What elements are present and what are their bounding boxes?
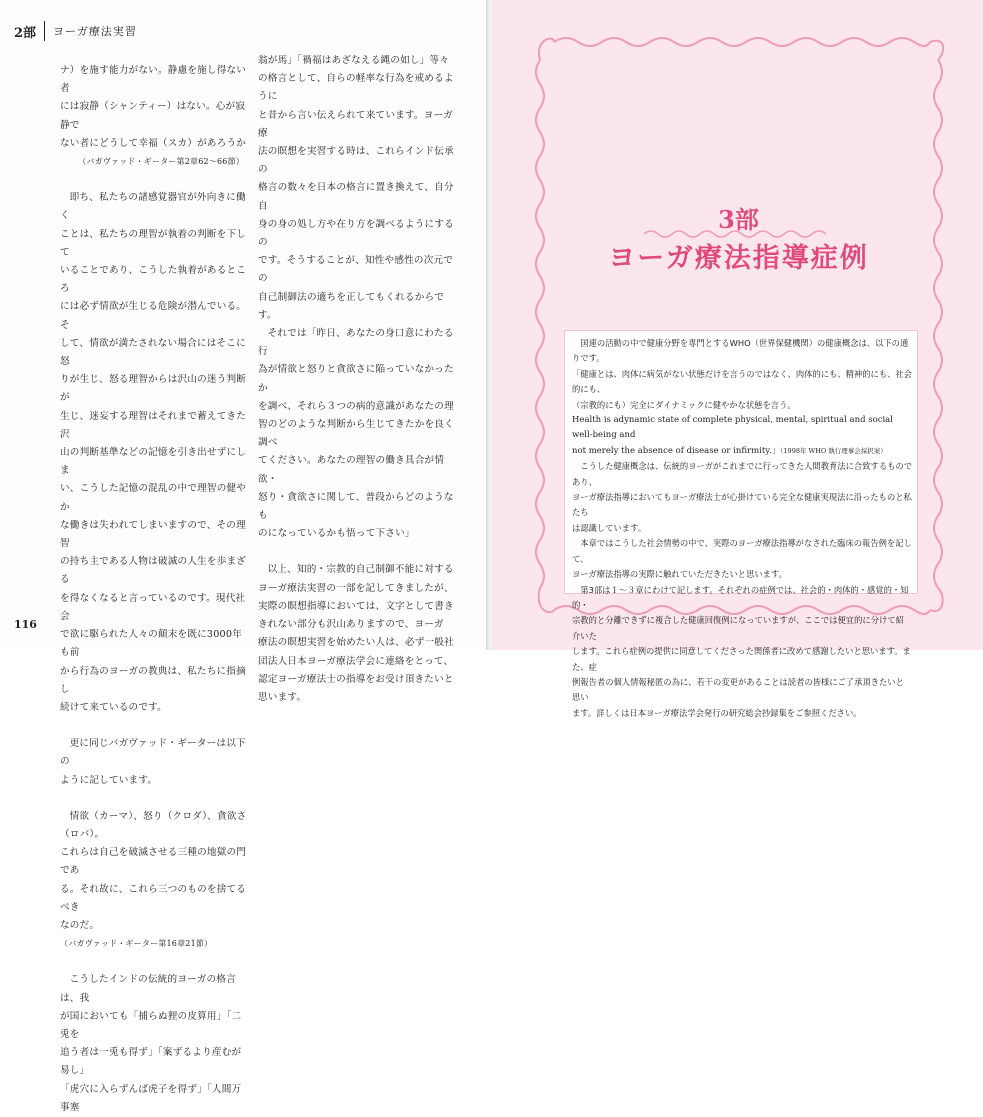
citation: （1998年 WHO 執行理事会採択案） (780, 446, 887, 455)
text-line: ます。詳しくは日本ヨーガ療法学会発行の研究総会抄録集をご参照ください。 (572, 707, 862, 718)
text-line: きれない部分も沢山ありますので、ヨーガ (258, 619, 444, 631)
text-line: りが生じ、怒る理智からは沢山の迷う判断が (60, 374, 247, 404)
text-line: 更に同じバガヴァッド・ギーターは以下の (60, 738, 246, 768)
text-line: 生じ、迷妄する理智はそれまで蓄えてきた沢 (60, 410, 247, 440)
text-line: 実際の瞑想指導においては、文字として書き (258, 600, 454, 612)
text-line: と昔から言い伝えられて来ています。ヨーガ療 (258, 109, 453, 139)
text-line: ナ）を施す能力がない。静慮を施し得ない者 (60, 65, 247, 95)
text-line: 団法人日本ヨーガ療法学会に連絡をとって、 (258, 655, 454, 667)
text-line: 追う者は一兎も得ず」「案ずるより産むが易し」 (60, 1047, 242, 1077)
text-line: 思います。 (258, 691, 307, 703)
text-line: いることであり、こうした執着があるところ (60, 265, 247, 295)
quote-line: なのだ。 （バガヴァッド・ギーター第16章21節） (60, 919, 213, 949)
text-line: 自己制御法の適ちを正してもくれるからです。 (258, 291, 444, 321)
text-line: の持ち主である人物は破滅の人生を歩まざる (60, 556, 247, 586)
text-line: 宗教的と分離できずに複合した健康回復例になっていますが、ここでは便宜的に分けて紹介いた (572, 615, 904, 641)
header-part: 2部 (14, 25, 37, 41)
text-line: それでは「昨日、あなたの身口意にわたる行 (258, 328, 454, 358)
text-line: な働きは失われてしまいますので、その理智 (60, 519, 246, 550)
quote-line: る。それ故に、これら三つのものを捨てるべき (60, 883, 247, 913)
text-line: 即ち、私たちの諸感覚器官が外向きに働く (60, 192, 246, 222)
vine-left (536, 60, 544, 588)
text-line: 法の瞑想を実習する時は、これらインド伝承の (258, 146, 454, 176)
corner-curl-bl (539, 588, 554, 612)
text-line: こうしたインドの伝統的ヨーガの格言は、我 (60, 974, 236, 1004)
text-line: 続けて来ているのです。 (60, 701, 167, 713)
text-line: のになっているかも悟って下さい」 (258, 528, 415, 540)
text-column-1 (60, 62, 250, 1117)
corner-curl-tl (539, 39, 554, 60)
text-line: 国連の活動の中で健康分野を専門とするWHO（世界保健機関）の健康概念は、以下の通りです。 (572, 338, 909, 364)
text-line: 例報告者の個人情報秘匿の為に、若干の変更があることは読者の皆様にご了承頂きたいと思い (572, 676, 904, 703)
page-number: 116 (14, 618, 37, 631)
running-header (14, 20, 137, 42)
text-line: 第3部は１〜３章にわけて記します。それぞれの症例では、社会的・肉体的・感覚的・知的・ (572, 584, 909, 610)
text-line: ように記しています。 (60, 774, 158, 786)
text-line: から行為のヨーガの教典は、私たちに指摘し (60, 665, 246, 695)
text-line: てください。あなたの理智の働き具合が情欲・ (258, 455, 445, 485)
text-line: には寂静（シャンティー）はない。心が寂静で (60, 101, 246, 131)
text-line: 翁が馬」「禍福はあざなえる縄の如し」等々 (258, 55, 450, 66)
text-line: の格言として、自らの軽率な行為を戒めるように (258, 73, 454, 103)
text-line: 療法の瞑想実習を始めたい人は、必ず一般社 (258, 637, 454, 649)
text-line: です。そうすることが、知性や感性の次元での (258, 255, 454, 285)
text-line: ヨーガ療法指導においてもヨーガ療法士が心掛けている完全な健康実現法に沿ったものと私たち (572, 492, 912, 518)
text-line: ヨーガ療法実習の一部を記してきましたが、 (258, 582, 454, 594)
left-page (0, 0, 488, 1113)
quote-line: 情欲（カーマ）、怒り（クロダ）、貪欲さ（ロバ）。 (60, 810, 247, 840)
text-line: ことは、私たちの理智が執着の判断を下して (60, 228, 247, 258)
header-section: ヨーガ療法実習 (53, 25, 137, 38)
text-line: 「健康とは、肉体に病気がない状態だけを言うのではなく、肉体的にも、精神的にも、社会的にも、 (572, 368, 913, 395)
text-line: ヨーガ療法指導の実際に触れていただきたいと思います。 (572, 569, 787, 580)
text-line: します。これら症例の提供に同意してくださった関係者に改めて感謝したいと思います。また、症 (572, 646, 911, 672)
text-column-2 (258, 52, 458, 707)
text-line: を調べ、それら３つの病的意識があなたの理 (258, 400, 454, 412)
text-line: 智のどのような判断から生じてきたかを良く調べ (258, 419, 454, 449)
text-line: 認定ヨーガ療法士の指導をお受け頂きたいと (258, 673, 454, 685)
text-line: い、こうした記憶の混乱の中で理智の健やか (60, 483, 247, 513)
text-line: （宗教的にも）完全にダイナミックに健やかな状態を言う。 (572, 399, 796, 410)
text-line: 怒り・貪欲さに関して、普段からどのようなも (258, 491, 454, 522)
corner-curl-br (930, 588, 943, 611)
text-line: 格言の数々を日本の格言に置き換えて、自分自 (258, 182, 454, 212)
text-line: 山の判断基準などの記憶を引き出せずにしま (60, 447, 247, 477)
text-line: は認識しています。 (572, 522, 647, 533)
chapter-title: ヨーガ療法指導症例 (608, 243, 869, 274)
header-divider (44, 21, 45, 41)
citation: （バガヴァッド・ギーター第16章21節） (60, 939, 213, 949)
text-line: 「虎穴に入らずんば虎子を得ず」「人間万事塞 (60, 1083, 242, 1113)
citation: （バガヴァッド・ギーター第2章62〜66節） (78, 157, 244, 167)
quote-line: これらは自己を破滅させる三種の地獄の門であ (60, 847, 247, 877)
intro-text (572, 336, 912, 721)
right-page (494, 0, 983, 718)
text-line: 本章ではこうした社会情勢の中で、実際のヨーガ療法指導がなされた臨床の報告例を記して、 (572, 538, 912, 564)
vine-top (554, 38, 930, 46)
text-line: 以上、知的・宗教的自己制御不能に対する (267, 564, 454, 576)
text-line: 身の身の処し方や在り方を調べるようにするの (258, 218, 454, 249)
text-line: not merely the absence of disease or infirmity.」（1998年 WHO 執行理事会採択案） (572, 445, 887, 456)
vine-right (934, 60, 942, 588)
text-line: で欲に駆られた人々の顛末を既に3000年も前 (60, 629, 242, 659)
corner-curl-tr (930, 41, 943, 60)
text-line: して、情欲が満たされない場合にはそこに怒 (60, 337, 246, 368)
text-line: Health is adynamic state of complete physical, mental, spiritual and social well-being and (572, 415, 893, 441)
text-line: を得なくなると言っているのです。現代社会 (60, 592, 246, 622)
text-line: が国においても「捕らぬ狸の皮算用」「二兎を (60, 1010, 242, 1040)
part-title: 3部 (718, 205, 759, 234)
text-line: には必ず情欲が生じる危険が潜んでいる。そ (60, 301, 247, 331)
text-line: こうした健康概念は、伝統的ヨーガがこれまでに行ってきた人間教育法に合致するものであり、 (572, 461, 913, 487)
text-line: ない者にどうして幸福（スカ）があろうか (60, 137, 247, 149)
text-line: 為が情欲と怒りと貪欲さに陥っていなかったか (258, 364, 454, 394)
